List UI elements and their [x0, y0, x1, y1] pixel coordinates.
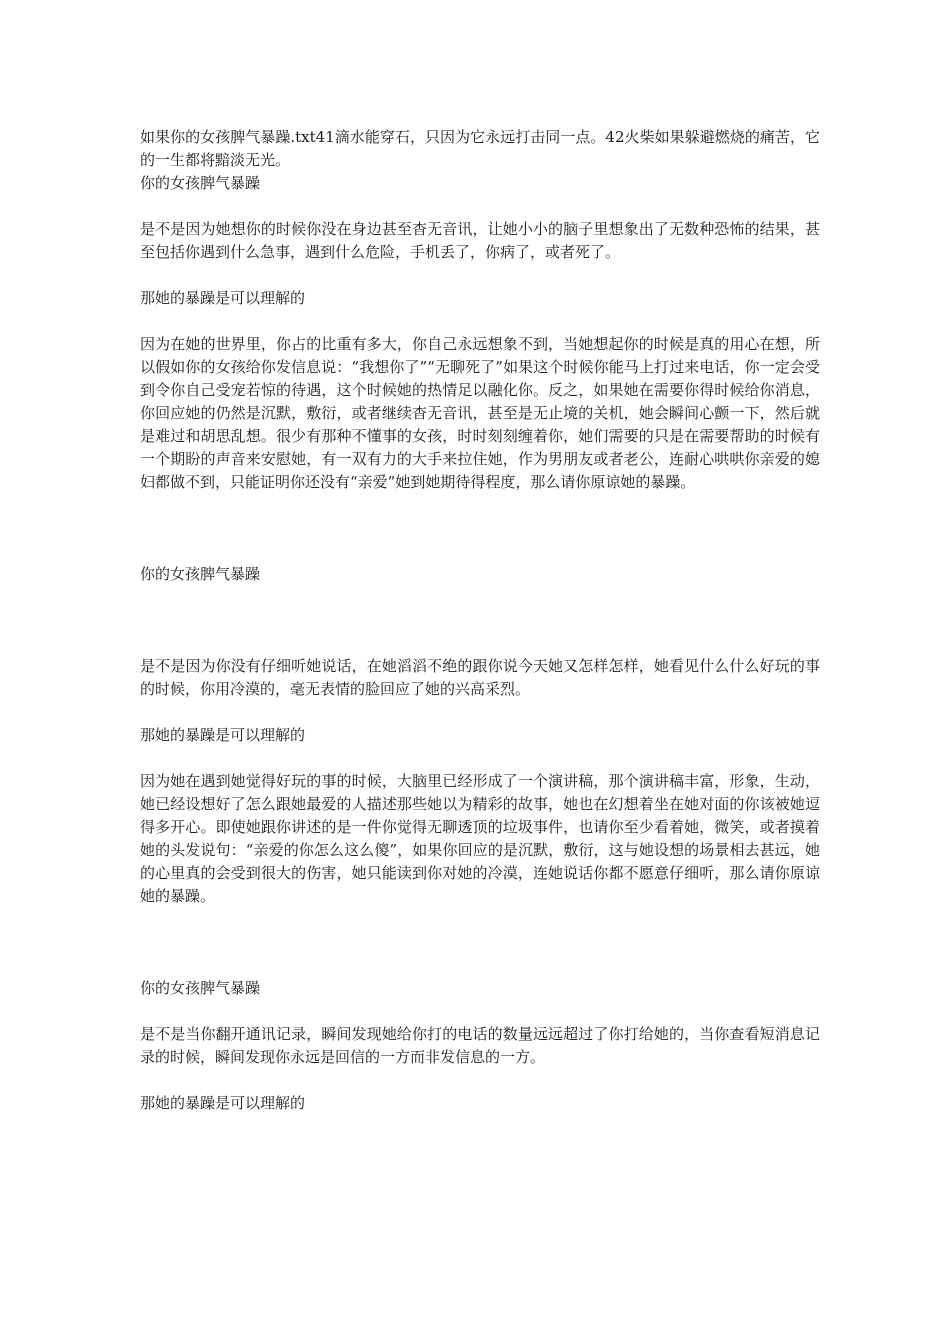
- spacer: [140, 701, 820, 724]
- section-1-verdict: 那她的暴躁是可以理解的: [140, 289, 306, 307]
- section-3-question: 是不是当你翻开通讯记录，瞬间发现她给你打的电话的数量远远超过了你打给她的，当你查看短消息记录的时候，瞬间发现你永远是回信的一方而非发信息的一方。: [140, 1025, 820, 1066]
- spacer: [140, 908, 820, 977]
- section-2-question: 是不是因为你没有仔细听她说话，在她滔滔不绝的跟你说今天她又怎样怎样，她看见什么什么好玩的事的时候，你用冷漠的，毫无表情的脸回应了她的兴高采烈。: [140, 657, 820, 698]
- spacer: [140, 1069, 820, 1092]
- intro-paragraph: 如果你的女孩脾气暴躁.txt41滴水能穿石，只因为它永远打击同一点。42火柴如果躲避燃烧的痛苦，它的一生都将黯淡无光。: [140, 128, 820, 169]
- spacer: [140, 264, 820, 287]
- section-2-explanation: 因为她在遇到她觉得好玩的事的时候，大脑里已经形成了一个演讲稿，那个演讲稿丰富，形象，生动，她已经设想好了怎么跟她最爱的人描述那些她以为精彩的故事，她也在幻想着坐在她对面的你该被她逗得多开心。即使她跟你讲述的是一件你觉得无聊透顶的垃圾事件，也请你至少看着她，微笑，或者摸着她的头发说句：“亲爱的你怎么这么傻”，如果你回应的是沉默，敷衍，这与她设想的场景相去甚远，她的心里真的会受到很大的伤害，她只能读到你对她的冷漠，连她说话你都不愿意仔细听，那么请你原谅她的暴躁。: [140, 772, 820, 905]
- spacer: [140, 747, 820, 770]
- spacer: [140, 494, 820, 563]
- section-1-question: 是不是因为她想你的时候你没在身边甚至杳无音讯，让她小小的脑子里想象出了无数种恐怖的结果，甚至包括你遇到什么急事，遇到什么危险，手机丢了，你病了，或者死了。: [140, 220, 820, 261]
- section-2-heading: 你的女孩脾气暴躁: [140, 565, 261, 583]
- spacer: [140, 586, 820, 655]
- section-2-verdict: 那她的暴躁是可以理解的: [140, 726, 306, 744]
- document-body: [140, 126, 820, 1115]
- spacer: [140, 1000, 820, 1023]
- document-title: 你的女孩脾气暴躁: [140, 174, 261, 192]
- section-3-verdict: 那她的暴躁是可以理解的: [140, 1094, 306, 1112]
- spacer: [140, 195, 820, 218]
- section-3-heading: 你的女孩脾气暴躁: [140, 979, 261, 997]
- section-1-explanation: 因为在她的世界里，你占的比重有多大，你自己永远想象不到，当她想起你的时候是真的用心在想，所以假如你的女孩给你发信息说：“我想你了”“无聊死了”如果这个时候你能马上打过来电话，你一定会受到令你自己受宠若惊的待遇，这个时候她的热情足以融化你。反之，如果她在需要你得时候给你消息，你回应她的仍然是沉默，敷衍，或者继续杳无音讯，甚至是无止境的关机，她会瞬间心颤一下，然后就是难过和胡思乱想。很少有那种不懂事的女孩，时时刻刻缠着你，她们需要的只是在需要帮助的时候有一个期盼的声音来安慰她，有一双有力的大手来拉住她，作为男朋友或者老公，连耐心哄哄你亲爱的媳妇都做不到，只能证明你还没有“亲爱”她到她期待得程度，那么请你原谅她的暴躁。: [140, 335, 820, 491]
- spacer: [140, 310, 820, 333]
